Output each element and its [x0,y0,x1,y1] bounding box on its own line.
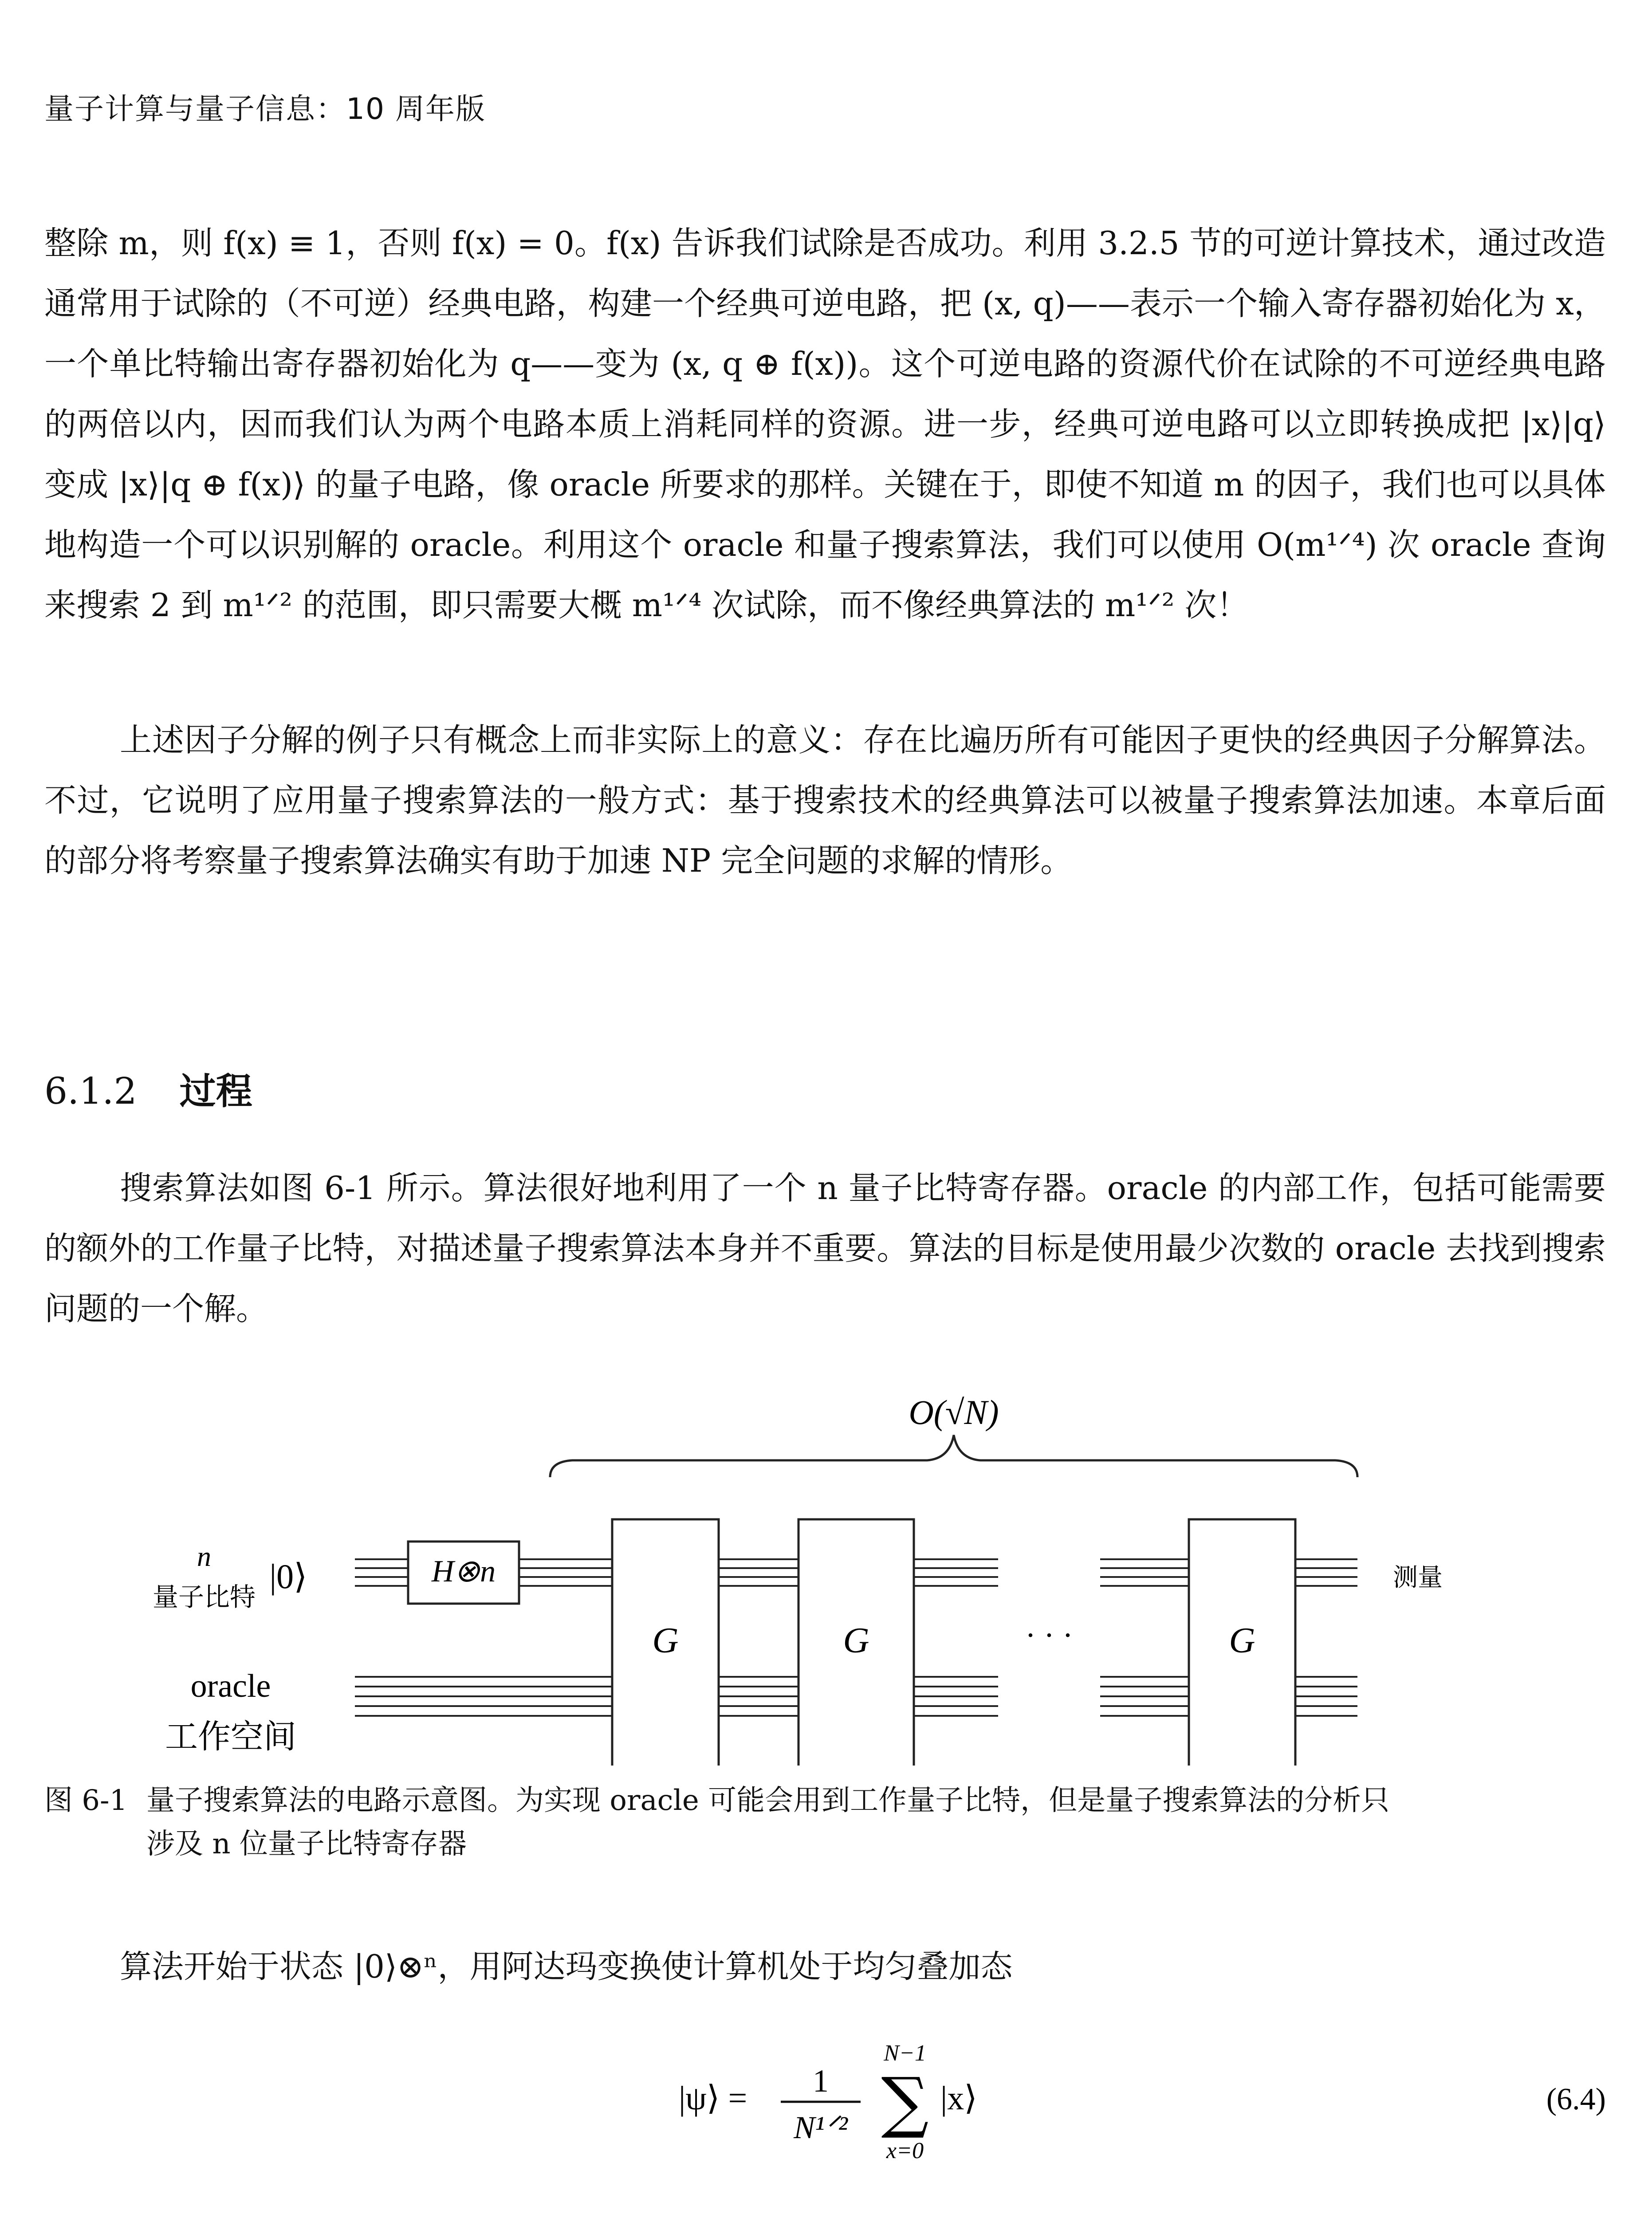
sum-lower: x=0 [886,2138,924,2163]
paragraph-initial-state: 算法开始于状态 |0⟩⊗ⁿ，用阿达玛变换使计算机处于均匀叠加态 [120,1948,1013,1985]
equation-term: |x⟩ [940,2080,977,2117]
ket-zero: |0⟩ [269,1557,307,1596]
ellipsis: · · · [1025,1617,1073,1653]
paragraph-factoring-example: 上述因子分解的例子只有概念上而非实际上的意义：存在比遍历所有可能因子更快的经典因子分解算法。不过，它说明了应用量子搜索算法的一般方式：基于搜索技术的经典算法可以被量子搜索算法加速。本章后面的部分将考察量子搜索算法确实有助于加速 NP 完全问题的求解的情形。 [44,721,1606,879]
brace-label: O(√N) [909,1393,999,1431]
figure-6-1-circuit [0,1357,1652,1766]
figure-caption [44,1779,1606,1866]
caption-text-1: 量子搜索算法的电路示意图。为实现 oracle 可能会用到工作量子比特，但是量子搜索算法的分析只 [146,1784,1390,1817]
register-n-label: n [197,1541,211,1572]
register-n-caption: 量子比特 [152,1582,256,1612]
section-number: 6.1.2 [44,1070,137,1113]
section-title: 过程 [179,1070,252,1113]
section-heading [44,1062,252,1114]
paragraph-procedure: 搜索算法如图 6-1 所示。算法很好地利用了一个 n 量子比特寄存器。oracle 的内部工作，包括可能需要的额外的工作量子比特，对描述量子搜索算法本身并不重要。算法的目标是使用最少次数的 oracle 去找到搜索问题的一个解。 [44,1169,1606,1327]
measure-label: 测量 [1393,1563,1443,1592]
hadamard-label: H⊗n [431,1554,496,1589]
caption-text-2: 涉及 n 位量子比特寄存器 [146,1828,467,1860]
equation-6-4 [0,2041,1652,2174]
paragraph-trial-division: 整除 m，则 f(x) ≡ 1，否则 f(x) = 0。f(x) 告诉我们试除是否成功。利用 3.2.5 节的可逆计算技术，通过改造通常用于试除的（不可逆）经典电路，构建一个经典可逆电路，把 (x, q)——表示一个输入寄存器初始化为 x，一个单比特输出寄存器初始化为 q——变为 (x, q ⊕ f(x))。这个可逆电路的资源代价在试除的不可逆经典电路的两倍以内，因而我们认为两个电路本质上消耗同样的资源。进一步，经典可逆电路可以立即转换成把 |x⟩|q⟩ 变成 |x⟩|q ⊕ f(x)⟩ 的量子电路，像 oracle 所要求的那样。关键在于，即使不知道 m 的因子，我们也可以具体地构造一个可以识别解的 oracle。利用这个 oracle 和量子搜索算法，我们可以使用 O(m¹ᐟ⁴) 次 oracle 查询来搜索 2 到 m¹ᐟ² 的范围，即只需要大概 m¹ᐟ⁴ 次试除，而不像经典算法的 m¹ᐟ² 次！ [44,224,1606,624]
grover-label-3: G [1229,1620,1255,1660]
workspace-label: 工作空间 [165,1718,296,1756]
grover-label-1: G [652,1620,679,1660]
oracle-label: oracle [190,1668,271,1704]
caption-label: 图 6-1 [44,1784,128,1817]
sum-symbol: ∑ [881,2064,929,2141]
brace [550,1435,1357,1477]
equation-denominator: N¹ᐟ² [794,2110,848,2145]
equation-number: (6.4) [1546,2082,1606,2116]
equation-lhs: |ψ⟩ = [679,2080,747,2117]
equation-numerator: 1 [813,2063,829,2099]
running-title: 量子计算与量子信息：10 周年版 [44,92,486,126]
sum-upper: N−1 [884,2041,926,2066]
grover-label-2: G [843,1620,869,1660]
